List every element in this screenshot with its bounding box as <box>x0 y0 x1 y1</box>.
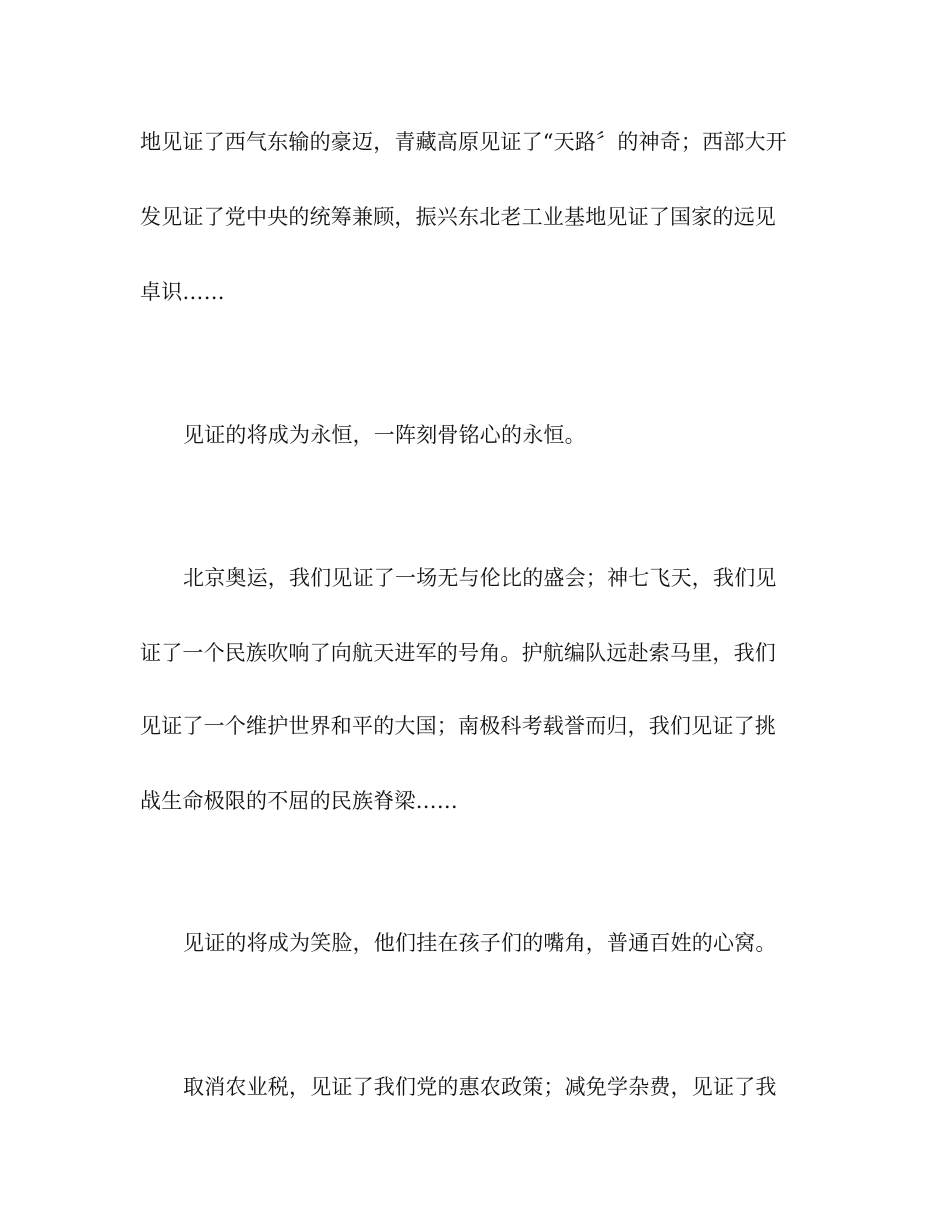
paragraph-1-line-1: 地见证了西气东输的豪迈，青藏高原见证了“天路〞的神奇；西部大开 <box>140 130 787 154</box>
paragraph-2-line-1: 见证的将成为永恒，一阵刻骨铭心的永恒。 <box>183 423 586 447</box>
paragraph-5-line-1: 取消农业税，见证了我们党的惠农政策；减免学杂费，见证了我 <box>183 1075 777 1099</box>
paragraph-3-line-3: 见证了一个维护世界和平的大国；南极科考载誉而归，我们见证了挑 <box>140 714 776 738</box>
paragraph-3-line-1: 北京奥运，我们见证了一场无与伦比的盛会；神七飞天，我们见 <box>183 566 777 590</box>
paragraph-4-line-1: 见证的将成为笑脸，他们挂在孩子们的嘴角，普通百姓的心窝。 <box>183 931 777 955</box>
paragraph-3-line-4: 战生命极限的不屈的民族脊梁…… <box>140 789 458 813</box>
paragraph-1-line-3: 卓识…… <box>140 280 225 304</box>
paragraph-1-line-2: 发见证了党中央的统筹兼顾，振兴东北老工业基地见证了国家的远见 <box>140 205 776 229</box>
paragraph-3-line-2: 证了一个民族吹响了向航天进军的号角。护航编队远赴索马里，我们 <box>140 641 776 665</box>
